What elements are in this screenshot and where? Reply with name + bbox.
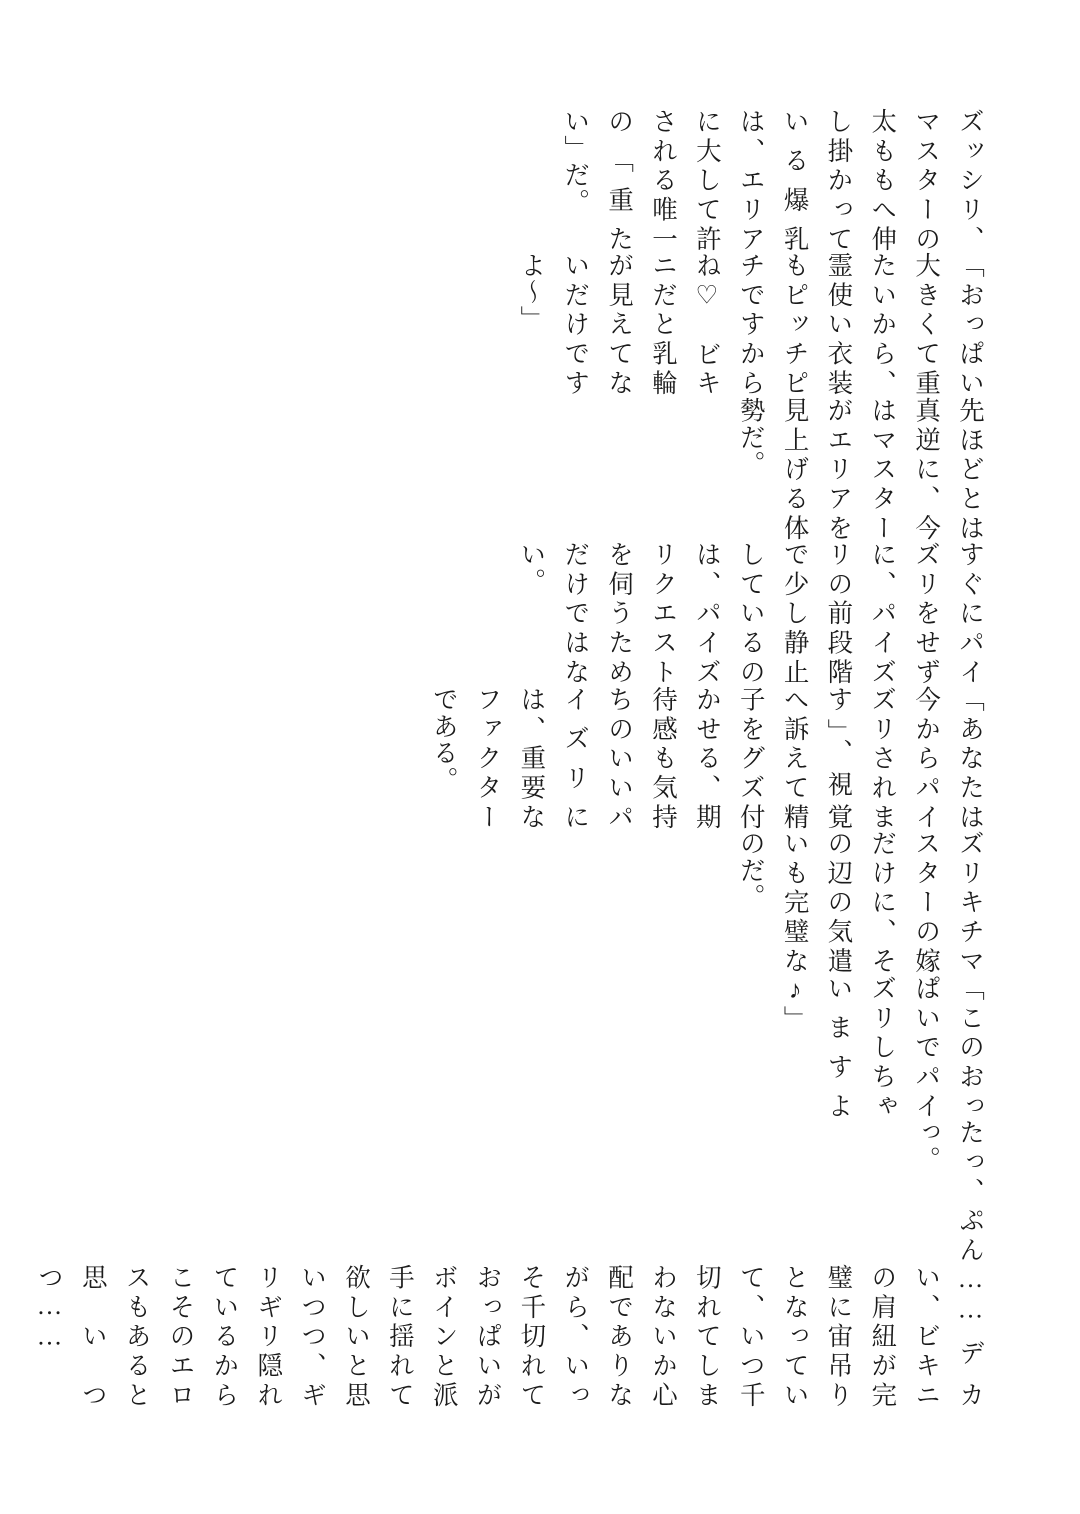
paragraph: ……デカい、ビキニの肩紐が完璧に宙吊りとなっていて、いつ千切れてしまわないか心配でありながら、いっそ千切れておっぱいがボインと派手に揺れて欲しいと思いつつ、ギリギリ隠れているからこそのエロスもあると思いつつ…… bbox=[34, 1263, 985, 1408]
paragraph: たっ、ぷんっ。 bbox=[912, 1119, 985, 1264]
paragraph: 「あなたは今からパイズリされます」、視覚へ訴えて精子をグズ付かせる、期待感も気持ちのいいパイズリには、重要なファクターである。 bbox=[429, 685, 985, 831]
paragraph: 先ほどとは真逆に、今はマスターがエリアを見上げる体勢だ。 bbox=[736, 396, 985, 542]
paragraph: 「おっぱい大きくて重たいから、霊使い衣装もピッチピチですからね♡ ビキニだと乳輪が見えてないだけですよ～」 bbox=[517, 252, 985, 397]
paragraph: ズリキチマスターの嫁だけに、その辺の気遣いも完璧なのだ。 bbox=[736, 830, 985, 975]
paragraph: すぐにパイズリをせずに、パイズリの前段階で少し静止しているのは、パイズリクエストを伺うためだけではない。 bbox=[517, 541, 985, 686]
paragraph: 「このおっぱいでパイズリしちゃいますよ♪」 bbox=[780, 974, 985, 1120]
vertical-text-body bbox=[34, 108, 992, 1408]
paragraph: ズッシリ、マスターの太ももへ伸し掛かっている爆乳は、エリアに大して許される唯一の「重たい」だ。 bbox=[561, 108, 985, 253]
